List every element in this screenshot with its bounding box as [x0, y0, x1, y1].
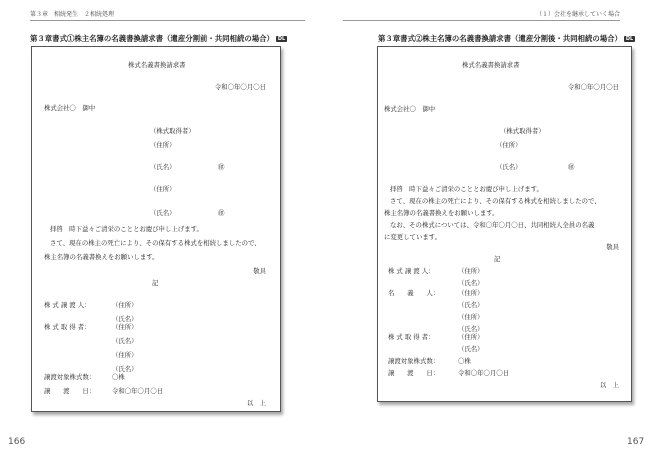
- end-mark: 以 上: [246, 399, 266, 407]
- download-badge: DL: [625, 36, 634, 42]
- address-line: （住所）: [458, 289, 484, 297]
- body-text: さて、現在の株主の死亡により、その保有する株式を相続しましたので、: [50, 239, 261, 247]
- form-title-text: 第３章書式①株主名簿の名義書換請求書（遺産分割前・共同相続の場合）: [30, 34, 274, 43]
- body-text: なお、その株式については、令和〇年〇月〇日、共同相続人全員の名義: [390, 221, 595, 229]
- address-line: （住所）: [112, 301, 138, 309]
- name-line: （氏名）: [458, 301, 484, 309]
- seal-mark: ㊞: [218, 209, 225, 217]
- right-page: [325, 0, 650, 454]
- running-header: （１）会社を継承していく場合: [535, 11, 620, 18]
- form-title: [30, 33, 287, 44]
- name-line: （氏名）: [496, 163, 522, 171]
- address-line: （住所）: [458, 267, 484, 275]
- acquirer2-label: 株 式 取 得 者：: [388, 333, 435, 341]
- count-value: 〇株: [458, 357, 471, 365]
- page-number: 166: [8, 437, 26, 447]
- header-rule: [30, 20, 305, 21]
- address-line: （住所）: [112, 323, 138, 331]
- ki-mark: 記: [494, 255, 501, 263]
- running-header: 第３章 相続発生 ２相続処理: [30, 11, 115, 18]
- form-sheet: [377, 46, 632, 402]
- body-text: 株主名簿の名義書換えをお願いします。: [44, 253, 159, 261]
- address-line: （住所）: [112, 351, 138, 359]
- page-number: 167: [627, 437, 645, 447]
- transferor-label: 株 式 譲 渡 人：: [388, 267, 435, 275]
- address-line: （住所）: [496, 141, 522, 149]
- header-rule: [343, 20, 620, 21]
- doc-date: 令和〇年〇月〇日: [214, 83, 266, 91]
- date-value: 令和〇年〇月〇日: [112, 387, 164, 395]
- name-line: （氏名）: [458, 325, 484, 333]
- count-value: 〇株: [112, 373, 125, 381]
- body-text: 拝啓 時下益々ご清栄のこととお慶び申し上げます。: [390, 185, 543, 193]
- address-line: （住所）: [458, 313, 484, 321]
- addressee: 株式会社〇 御中: [44, 104, 96, 112]
- name-line: （氏名）: [150, 163, 176, 171]
- doc-heading: 株式名義書換請求書: [128, 61, 186, 69]
- body-text: 株主名簿の名義書換えをお願いします。: [384, 209, 499, 217]
- body-text: さて、現在の株主の死亡により、その保有する株式を相続しましたので、: [390, 197, 601, 205]
- acquirer-label: （株式取得者）: [150, 127, 195, 135]
- doc-date: 令和〇年〇月〇日: [567, 83, 619, 91]
- date-label: 譲 渡 日：: [44, 387, 96, 395]
- date-value: 令和〇年〇月〇日: [458, 369, 510, 377]
- name-line: （氏名）: [112, 337, 138, 345]
- seal-mark: ㊞: [218, 163, 225, 171]
- transferor-label: 株 式 譲 渡 人：: [44, 301, 91, 309]
- download-badge: DL: [277, 36, 286, 42]
- acquirer2-label: 株 式 取 得 者：: [44, 323, 91, 331]
- body-text: に変更しています。: [384, 233, 442, 241]
- name-line: （氏名）: [112, 315, 138, 323]
- count-label: 譲渡対象株式数：: [44, 373, 96, 381]
- address-line: （住所）: [458, 333, 484, 341]
- nominee-label: 名 義 人：: [388, 289, 440, 297]
- count-label: 譲渡対象株式数：: [388, 357, 440, 365]
- name-line: （氏名）: [458, 279, 484, 287]
- form-title-text: 第３章書式②株主名簿の名義書換請求書（遺産分割後・共同相続の場合）: [378, 34, 622, 43]
- address-line: （住所）: [150, 185, 176, 193]
- closing: 敬具: [606, 243, 619, 251]
- form-sheet: [31, 46, 281, 412]
- doc-heading: 株式名義書換請求書: [462, 61, 520, 69]
- name-line: （氏名）: [458, 345, 484, 353]
- form-title: [378, 33, 635, 44]
- ki-mark: 記: [152, 279, 159, 287]
- closing: 敬具: [253, 267, 266, 275]
- body-text: 拝啓 時下益々ご清栄のこととお慶び申し上げます。: [50, 225, 203, 233]
- address-line: （住所）: [150, 141, 176, 149]
- name-line: （氏名）: [150, 209, 176, 217]
- acquirer-label: （株式取得者）: [500, 127, 545, 135]
- end-mark: 以 上: [599, 381, 619, 389]
- date-label: 譲 渡 日：: [388, 369, 440, 377]
- seal-mark: ㊞: [568, 163, 575, 171]
- addressee: 株式会社〇 御中: [384, 105, 436, 113]
- name-line: （氏名）: [112, 365, 138, 373]
